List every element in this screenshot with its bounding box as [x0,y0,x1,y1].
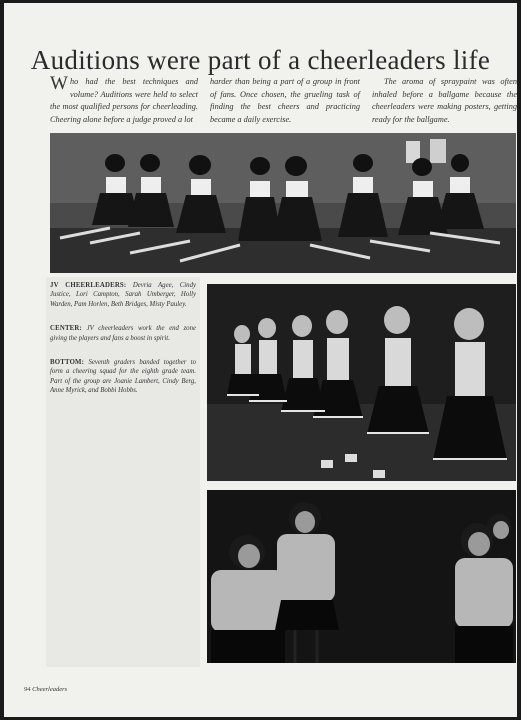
body-column-2: harder than being a part of a group in front of fans. Once chosen, the grueling task of finding the best cheers and practicing became a daily exercise. [210,77,360,124]
seventh-grade-squad-photo [207,490,516,663]
yearbook-page [4,3,517,717]
body-column-3: The aroma of spraypaint was often inhaled before a ballgame because the cheerleaders were making posters, getting ready for the ballgame. [372,77,517,124]
jv-caption [50,281,196,309]
jv-cheerleaders-image [50,133,516,273]
body-column-1-text: ho had the best techniques and volume? Auditions were held to select the most qualified persons for cheerleading. Cheering alone before a judge proved a lot [50,77,198,124]
center-caption [50,324,196,343]
jv-cheerleaders-photo [50,133,516,273]
bottom-caption-label: BOTTOM: [50,359,85,367]
seventh-grade-squad-image [207,490,516,663]
jv-caption-text: Devria Agee, Cindy Justice, Lori Campton, Sarah Umberger, Holly Warden, Pam Horlen, Beth Bridges, Misty Pauley. [50,282,196,308]
bottom-caption [50,358,196,396]
body-column-1 [50,73,198,126]
jv-caption-label: JV CHEERLEADERS: [50,282,127,289]
end-zone-cheer-image [207,284,516,481]
page-footer: 94 Cheerleaders [24,686,68,693]
end-zone-cheer-photo [207,284,516,481]
center-caption-text: JV cheerleaders work the end zone giving the players and fans a boost in spirit. [50,325,196,342]
caption-panel [46,277,200,667]
bottom-caption-text: Seventh graders banded together to form a cheering squad for the eighth grade team. Part of the group are Joanie Lambert, Cindy Berg, Anne Myrick, and Bobbi Hobbs. [50,359,196,395]
center-caption-label: CENTER: [50,325,82,333]
page-title: Auditions were part of a cheerleaders life [30,45,491,75]
drop-cap: W [50,73,68,94]
